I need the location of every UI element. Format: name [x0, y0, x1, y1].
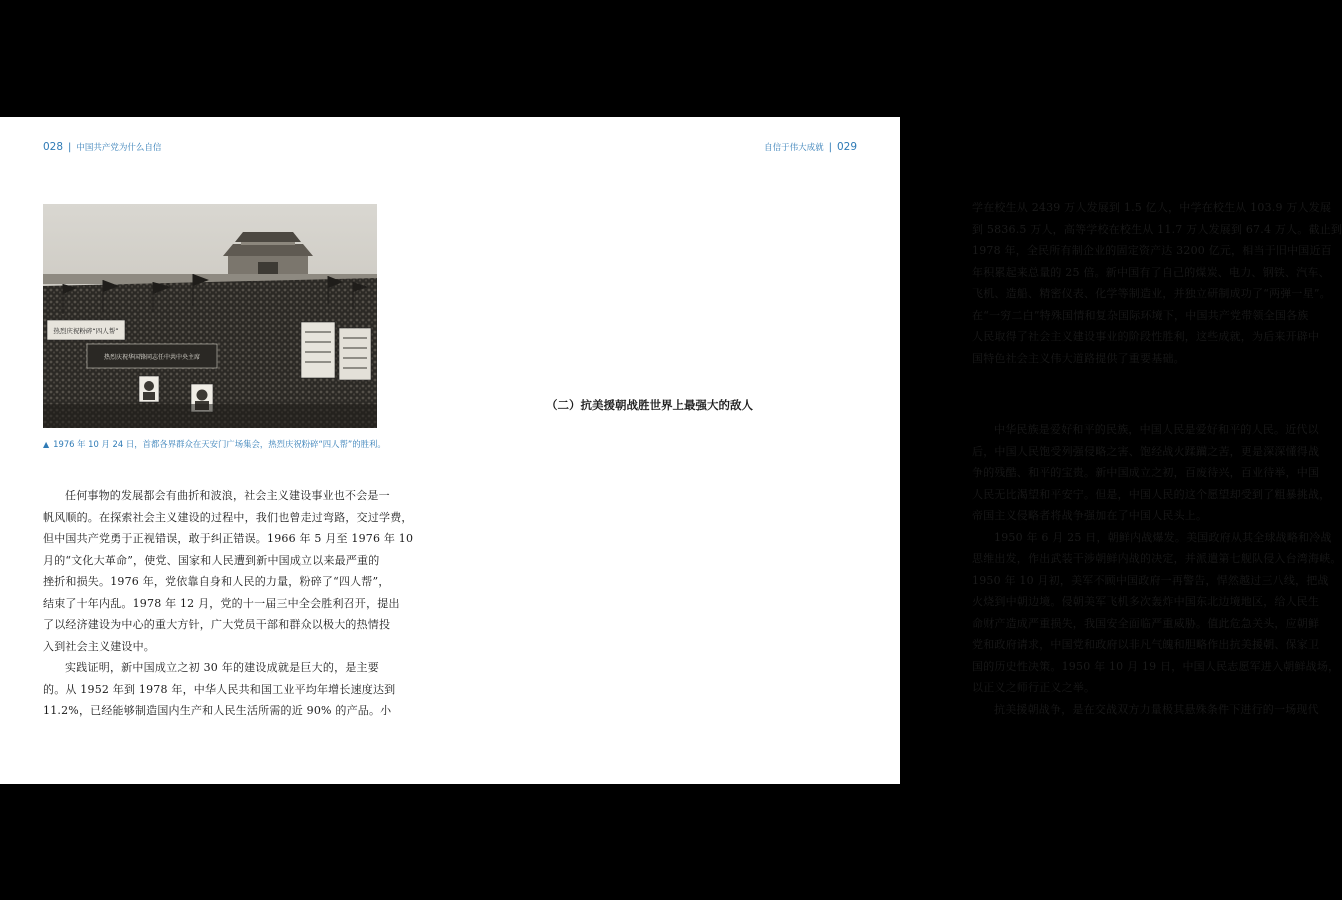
- text-line: 的。从 1952 年到 1978 年，中华人民共和国工业平均年增长速度达到: [43, 682, 396, 696]
- text-line: 抗美援朝战争，是在交战双方力量极其悬殊条件下进行的一场现代: [994, 702, 1319, 716]
- banner-center: [87, 344, 217, 368]
- text-line: 1950 年 10 月初，美军不顾中国政府一再警告，悍然越过三八线，把战: [972, 573, 1329, 587]
- text-line: 年积累起来总量的 25 倍。新中国有了自己的煤炭、电力、钢铁、汽车、: [972, 265, 1330, 279]
- right-running-head: [764, 141, 857, 153]
- left-running-title: 中国共产党为什么自信: [76, 143, 162, 153]
- text-line: 帝国主义侵略者将战争强加在了中国人民头上。: [972, 509, 1208, 522]
- text-line: 学在校生从 2439 万人发展到 1.5 亿人，中学在校生从 103.9 万人发展: [972, 201, 1332, 214]
- text-line: 月的“文化大革命”，使党、国家和人民遭到新中国成立以来最严重的: [43, 553, 380, 567]
- text-line: 在“一穷二白”特殊国情和复杂国际环境下，中国共产党带领全国各族: [972, 308, 1309, 322]
- running-head-divider: |: [68, 142, 72, 153]
- text-line: 党和政府请求，中国党和政府以非凡气魄和胆略作出抗美援朝、保家卫: [972, 638, 1320, 651]
- text-line: 人民无比渴望和平安宁。但是，中国人民的这个愿望却受到了粗暴挑战，: [972, 487, 1331, 501]
- text-line: 挫折和损失。1976 年，党依靠自身和人民的力量，粉碎了“四人帮”，: [43, 575, 390, 588]
- text-line: 火烧到中朝边境。侵朝美军飞机多次轰炸中国东北边境地区，给人民生: [972, 595, 1320, 608]
- running-head-divider: |: [828, 142, 832, 153]
- text-line: 后，中国人民饱受列强侵略之害、饱经战火蹂躏之苦，更是深深懂得战: [972, 444, 1320, 458]
- left-page-number: 028: [43, 141, 64, 153]
- banner-text-left: 热烈庆祝粉碎“四人帮”: [53, 327, 119, 335]
- banner-vertical-1: [301, 322, 335, 378]
- text-line: 到 5836.5 万人，高等学校在校生从 11.7 万人发展到 67.4 万人。截止到: [972, 222, 1342, 236]
- banner-vertical-2: [339, 328, 371, 380]
- text-line: 1950 年 6 月 25 日，朝鲜内战爆发。美国政府从其全球战略和冷战: [994, 530, 1332, 544]
- text-line: 命财产造成严重损失，我国安全面临严重威胁。值此危急关头，应朝鲜: [972, 616, 1320, 630]
- text-line: 实践证明，新中国成立之初 30 年的建设成就是巨大的，是主要: [65, 661, 379, 674]
- text-line: 国特色社会主义伟大道路提供了重要基础。: [972, 351, 1185, 365]
- photo-caption: [43, 438, 386, 450]
- text-line: 11.2%，已经能够制造国内生产和人民生活所需的近 90% 的产品。小: [43, 704, 392, 717]
- left-page: [0, 117, 450, 784]
- text-line: 以正义之师行正义之举。: [972, 681, 1096, 694]
- text-line: 了以经济建设为中心的重大方针，广大党员干部和群众以极大的热情投: [43, 618, 391, 631]
- text-line: 国的历史性决策。1950 年 10 月 19 日，中国人民志愿军进入朝鲜战场，: [972, 659, 1340, 673]
- text-line: 入到社会主义建设中。: [43, 639, 155, 653]
- portrait-left: [139, 376, 159, 402]
- banner-left: [47, 320, 125, 340]
- left-running-head: [43, 141, 161, 153]
- right-body-text-bottom: [972, 419, 1342, 720]
- text-line: 人民取得了社会主义建设事业的阶段性胜利，这些成就，为后来开辟中: [972, 330, 1320, 343]
- right-running-title: 自信于伟大成就: [764, 143, 824, 153]
- text-line: 任何事物的发展都会有曲折和波浪，社会主义建设事业也不会是一: [65, 489, 390, 502]
- historical-photo: [43, 204, 377, 428]
- text-line: 但中国共产党勇于正视错误，敢于纠正错误。1966 年 5 月至 1976 年 10: [43, 532, 414, 545]
- caption-text: 1976 年 10 月 24 日，首都各界群众在天安门广场集会，热烈庆祝粉碎“四人帮”的胜利。: [53, 439, 386, 449]
- text-line: 思维出发，作出武装干涉朝鲜内战的决定，并派遣第七舰队侵入台湾海峡。: [972, 552, 1342, 565]
- text-line: 飞机、造船、精密仪表、化学等制造业，并独立研制成功了“两弹一星”。: [972, 287, 1331, 300]
- left-body-text: [43, 485, 414, 722]
- crowd-photo-illustration: [43, 204, 377, 428]
- caption-triangle-icon: ▲: [43, 440, 50, 449]
- book-spread: [0, 117, 1342, 784]
- text-line: 争的残酷、和平的宝贵。新中国成立之初，百废待兴，百业待举，中国: [972, 466, 1320, 479]
- right-body-text-top: [972, 197, 1342, 369]
- text-line: 帆风顺的。在探索社会主义建设的过程中，我们也曾走过弯路，交过学费，: [43, 510, 413, 524]
- text-line: 中华民族是爱好和平的民族，中国人民是爱好和平的人民。近代以: [994, 423, 1319, 436]
- right-page: [450, 117, 1342, 784]
- text-line: 1978 年，全民所有制企业的固定资产达 3200 亿元，相当于旧中国近百: [972, 244, 1332, 257]
- right-page-number: 029: [836, 141, 857, 153]
- section-heading: （二）抗美援朝战胜世界上最强大的敌人: [546, 398, 753, 412]
- banner-text-center: 热烈庆祝华国锋同志任中共中央主席: [103, 354, 201, 361]
- text-line: 结束了十年内乱。1978 年 12 月，党的十一届三中全会胜利召开，提出: [43, 596, 400, 610]
